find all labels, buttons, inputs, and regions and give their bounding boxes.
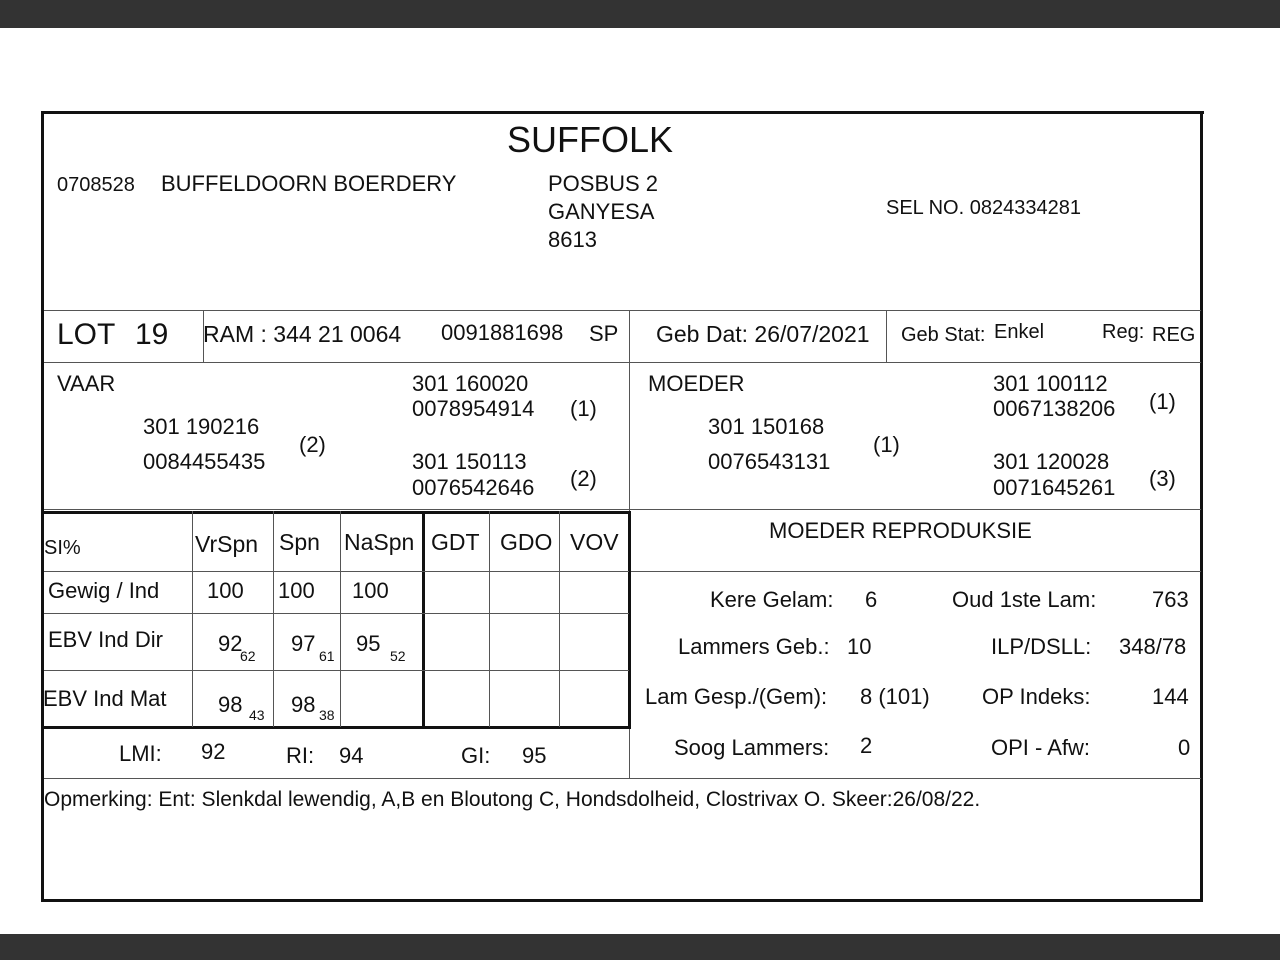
card-border-right [1200, 111, 1203, 902]
address-line-3: 8613 [548, 227, 597, 252]
farm-name: BUFFELDOORN BOERDERY [161, 171, 457, 196]
ebv-header-line [44, 571, 629, 572]
dam-number: 0076543131 [708, 449, 831, 474]
row-weight-spn: 100 [278, 578, 315, 603]
lot-row-top-line [44, 310, 1201, 311]
card-border-top [41, 111, 1204, 114]
lmi-value: 92 [201, 739, 226, 764]
ebv-col-line-4 [489, 511, 490, 727]
sire-dam-number: 0076542646 [412, 475, 535, 500]
dam-dam-id: 301 120028 [993, 449, 1110, 474]
dam-sire-grade: (1) [1149, 389, 1176, 414]
address-line-1: POSBUS 2 [548, 171, 659, 196]
opi-value: 0 [1178, 735, 1191, 760]
header-gdt: GDT [431, 529, 480, 555]
ilp-value: 348/78 [1119, 634, 1187, 659]
op-index: 144 [1152, 684, 1189, 709]
row-weight-vrspn: 100 [207, 578, 244, 603]
row-mat-vrspn-acc: 43 [249, 707, 265, 723]
ram-id: RAM : 344 21 0064 [203, 321, 402, 347]
gi-label: GI: [461, 743, 491, 768]
lambs-weaned: 8 (101) [860, 684, 930, 709]
opi-label: OPI - Afw: [991, 735, 1091, 760]
row-dir-label: EBV Ind Dir [48, 627, 163, 652]
grade: SP [589, 321, 619, 346]
repro-header-line [631, 571, 1201, 572]
header-spn: Spn [279, 529, 320, 555]
suckled-label: Soog Lammers: [674, 735, 830, 760]
gi-value: 95 [522, 743, 547, 768]
row-dir-spn-acc: 61 [319, 648, 335, 664]
animal-id: 0091881698 [441, 320, 564, 345]
age-first-lamb-label: Oud 1ste Lam: [952, 587, 1097, 612]
sire-id: 301 190216 [143, 414, 260, 439]
row-dir-naspn: 95 [356, 631, 381, 656]
dam-sire-number: 0067138206 [993, 396, 1116, 421]
bottom-bar [0, 934, 1280, 960]
times-lambed-label: Kere Gelam: [710, 587, 834, 612]
ri-label: RI: [286, 743, 315, 768]
lambs-weaned-label: Lam Gesp./(Gem): [645, 684, 828, 709]
dam-label: MOEDER [648, 371, 745, 396]
lambs-born: 10 [847, 634, 872, 659]
sire-dam-grade: (2) [570, 466, 597, 491]
row-weight-label: Gewig / Ind [48, 578, 160, 603]
row-mat-label: EBV Ind Mat [43, 686, 167, 711]
header-vrspn: VrSpn [195, 531, 259, 557]
lot-row-bottom-line [44, 362, 1201, 363]
card-border-bottom [41, 899, 1201, 902]
reg-label: Reg: [1102, 321, 1145, 343]
sire-sire-grade: (1) [570, 396, 597, 421]
sire-sire-id: 301 160020 [412, 371, 529, 396]
cell-number: SEL NO. 0824334281 [886, 197, 1081, 219]
row-mat-vrspn: 98 [218, 692, 243, 717]
pedigree-bottom-line [44, 509, 1201, 510]
birth-status-label: Geb Stat: [901, 324, 986, 346]
ebv-col-line-2 [273, 511, 274, 727]
header-naspn: NaSpn [344, 529, 415, 555]
ebv-col-line-3 [340, 511, 341, 727]
sire-grade: (2) [299, 432, 326, 457]
row-dir-naspn-acc: 52 [390, 648, 406, 664]
row-dir-spn: 97 [291, 631, 316, 656]
header-si: SI% [44, 537, 81, 559]
card-border-left [41, 111, 44, 902]
remark-top-line [44, 778, 1201, 779]
ebv-col-line-1 [192, 511, 193, 727]
lmi-label: LMI: [119, 741, 162, 766]
lot-number: 19 [135, 318, 169, 351]
header-vov: VOV [570, 529, 619, 555]
dam-sire-id: 301 100112 [993, 371, 1108, 396]
lot-label: LOT [57, 318, 116, 351]
row-dir-vrspn-acc: 62 [240, 648, 256, 664]
top-bar [0, 0, 1280, 28]
dam-grade: (1) [873, 432, 900, 457]
ebv-row-line-2 [44, 670, 629, 671]
birth-status: Enkel [994, 321, 1045, 343]
remark: Opmerking: Ent: Slenkdal lewendig, A,B en Bloutong C, Hondsdolheid, Clostrivax O. Skeer:26/08/22. [44, 788, 981, 811]
sire-number: 0084455435 [143, 449, 266, 474]
age-first-lamb: 763 [1152, 587, 1189, 612]
op-index-label: OP Indeks: [982, 684, 1091, 709]
times-lambed: 6 [865, 587, 878, 612]
repro-title: MOEDER REPRODUKSIE [769, 518, 1032, 543]
breeder-number: 0708528 [57, 174, 135, 196]
address-line-2: GANYESA [548, 199, 655, 224]
dam-dam-grade: (3) [1149, 466, 1176, 491]
row-mat-spn: 98 [291, 692, 316, 717]
row-dir-vrspn: 92 [218, 631, 243, 656]
lambs-born-label: Lammers Geb.: [678, 634, 830, 659]
birth-date: Geb Dat: 26/07/2021 [656, 321, 870, 347]
ilp-label: ILP/DSLL: [991, 634, 1092, 659]
breed-title: SUFFOLK [507, 119, 674, 160]
row-mat-spn-acc: 38 [319, 707, 335, 723]
ebv-row-line-1 [44, 613, 629, 614]
ebv-table-bottom [44, 726, 631, 729]
ebv-col-line-5 [559, 511, 560, 727]
row-weight-naspn: 100 [352, 578, 389, 603]
sire-sire-number: 0078954914 [412, 396, 535, 421]
ebv-table-right [628, 511, 631, 729]
birth-divider [886, 310, 887, 362]
ebv-table-top [44, 511, 631, 514]
sire-dam-id: 301 150113 [412, 449, 527, 474]
ebv-table-divider [422, 511, 425, 729]
ri-value: 94 [339, 743, 364, 768]
dam-dam-number: 0071645261 [993, 475, 1116, 500]
dam-id: 301 150168 [708, 414, 825, 439]
sire-label: VAAR [57, 371, 116, 396]
reg-value: REG [1152, 324, 1196, 346]
header-gdo: GDO [500, 529, 553, 555]
suckled: 2 [860, 733, 873, 758]
